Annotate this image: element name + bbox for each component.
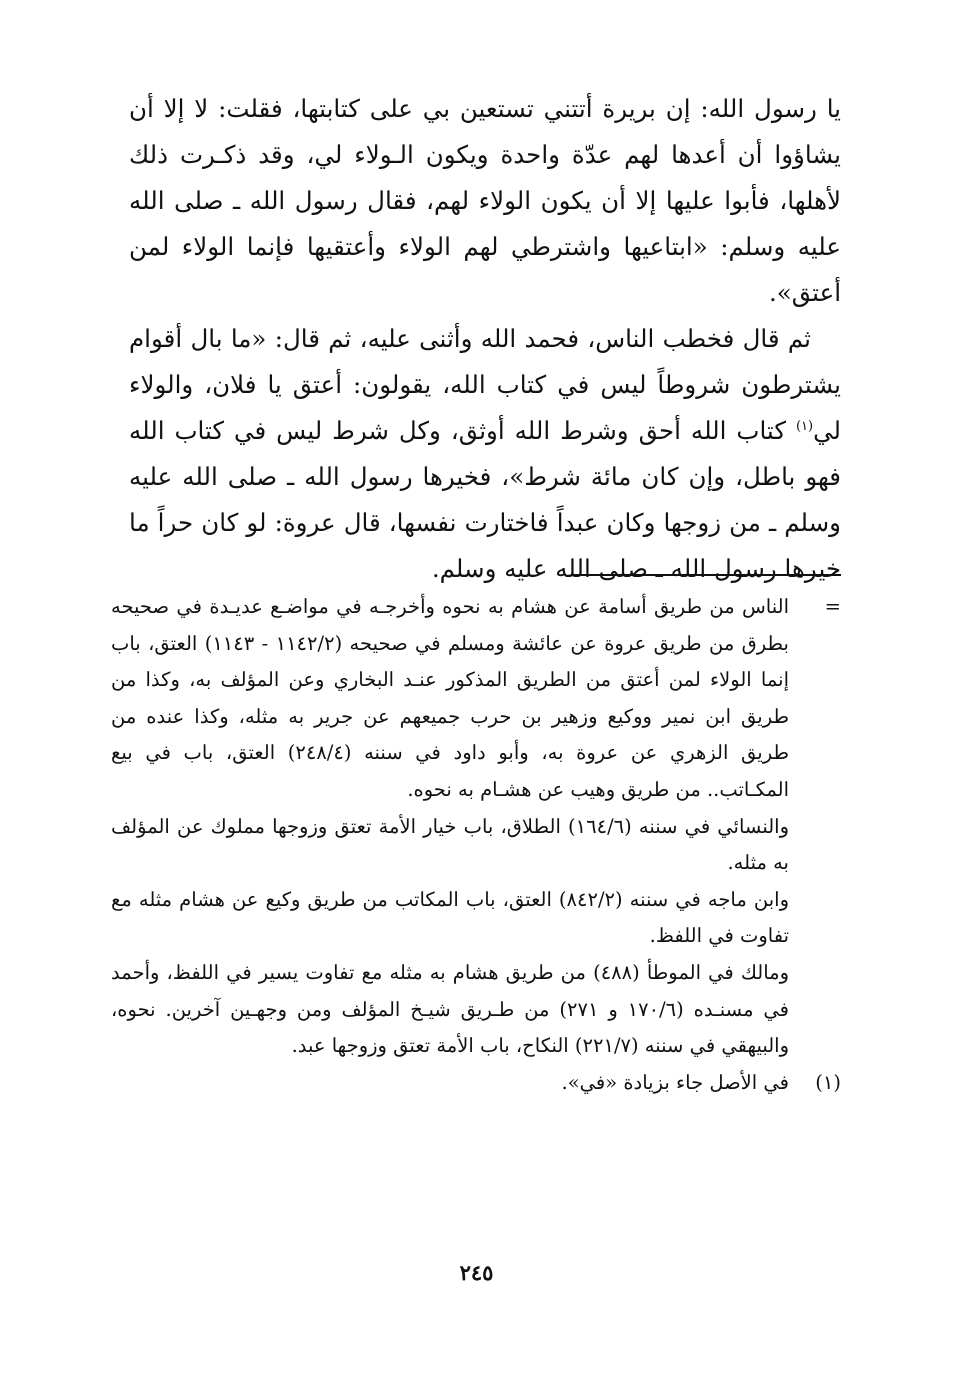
main-text-segment: ثم قال فخطب الناس، فحمد الله وأثنى عليه، ثم قال: «ما بال أقوام يشترطون شروطاً ليس في كتاب الله، يقولون: أعتق يا فلان، والولاء لي [129,324,841,445]
footnote-separator [571,574,841,576]
footnote-paragraph: وابن ماجه في سننه (٨٤٢/٢) العتق، باب المكاتب من طريق وكيع عن هشام مثله مع تفاوت في اللفظ. [111,887,789,948]
main-text-segment: كتاب الله أحق وشرط الله أوثق، وكل شرط ليس في كتاب الله فهو باطل، وإن كان مائة شرط»، فخيرها رسول الله ـ صلى الله عليه وسلم ـ من زوجها وكان عبداً فاختارت نفسها، قال عروة: لو كان حراً ما خيرها رسول الله ـ صلى الله عليه وسلم. [129,416,841,583]
footnote-reference: (١) [795,418,814,434]
continuation-marker: = [824,595,841,618]
main-paragraph: يا رسول الله: إن بريرة أتتني تستعين بي على كتابتها، فقلت: لا إلا أن يشاؤوا أن أعدها لهم عدّة واحدة ويكون الـولاء لي، وقد ذكـرت ذلك لأهلها، فأبوا عليها إلا أن يكون الولاء لهم، فقال رسول الله ـ صلى الله عليه وسلم: «ابتاعيها واشترطي لهم الولاء وأعتقيها فإنما الولاء لمن أعتق». [129,94,841,307]
main-text [129,86,841,592]
footnote-1 [111,1065,841,1102]
footnote-continuation [111,589,841,809]
footnote-marker: (١) [815,1070,841,1094]
footnote-paragraph: ومالك في الموطأ (٤٨٨) من طريق هشام به مثله مع تفاوت يسير في اللفظ، وأحمد في مسنـده (١٧٠/٦ و ٢٧١) من طـريق شيـخ المؤلف ومن وجهـين آخرين. نحوه، والبيهقي في سننه (٢٢١/٧) النكاح، باب الأمة تعتق وزوجها عبد. [111,960,789,1058]
footnote-text: في الأصل جاء بزيادة «في». [561,1070,789,1094]
footnote-text: الناس من طريق أسامة عن هشام به نحوه وأخرجـه في مواضـع عديـدة في صحيحه بطرق من طريق عروة عن عائشة ومسلم في صحيحه (١١٤٢/٢ - ١١٤٣) العتق، باب إنما الولاء لمن أعتق من الطريق المذكور عنـد البخاري وعن المؤلف به، وكذا من طريق ابن نمير ووكيع وزهير بن حرب جميعهم عن جرير به مثله، وكذا عنده من طريق الزهري عن عروة به، وأبو داود في سننه (٢٤٨/٤) العتق، باب في بيع المكـاتب.. من طريق وهيب عن هشـام به نحوه. [111,595,789,801]
footnote-paragraph: والنسائي في سننه (١٦٤/٦) الطلاق، باب خيار الأمة تعتق وزوجها مملوك عن المؤلف به مثله. [111,814,789,875]
page-number: ٢٤٥ [459,1260,494,1285]
footnotes [111,589,841,1101]
main-paragraph [129,316,841,592]
